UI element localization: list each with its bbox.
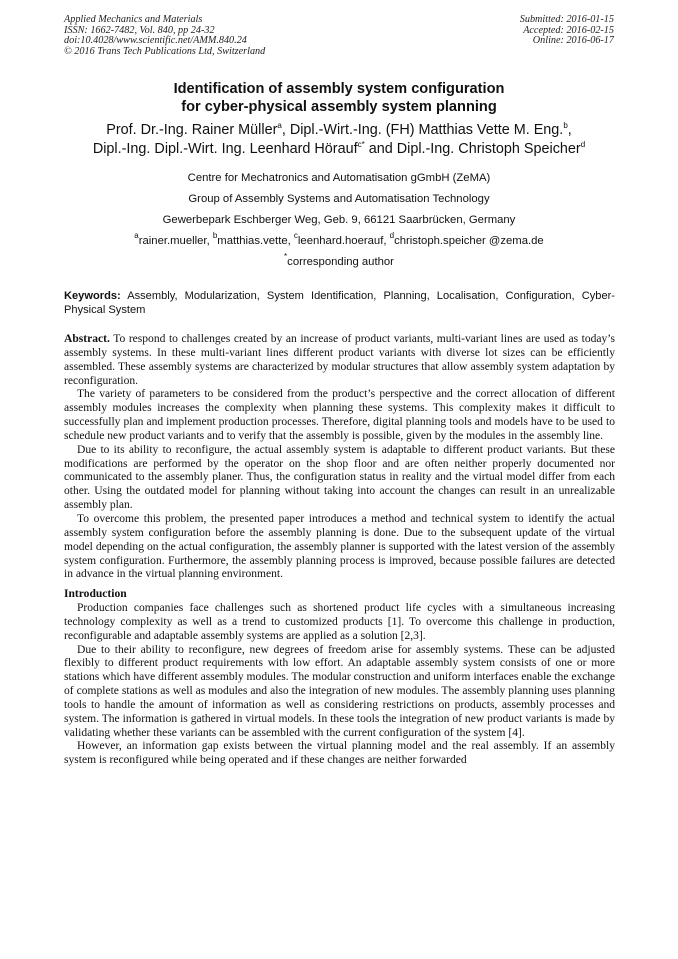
introduction-paragraph-2: Due to their ability to reconfigure, new degrees of freedom arise for assembly systems. These can be adjusted flexibly to different product requirements with low effort. An adaptable assembly system consists of one or more stations which have different assembly modules. The modular construction and uniform interfaces enable the exchange of complete stations as well as modules and also the integration of new modules. The assembly planning uses planning tools to handle the amount of information as well as considering restrictions on products, assembly processes and system. The information is gathered in virtual models. In these tools the integration of new product variants is made by validating whether these variants can be assembled with the current configuration of the system [4]. [64, 643, 615, 739]
keywords-text: Assembly, Modularization, System Identification, Planning, Localisation, Configuration, Cyber-Physical System [64, 290, 615, 316]
introduction-heading: Introduction [64, 588, 127, 601]
online-date: Online: 2016-06-17 [532, 35, 614, 47]
title-line-1: Identification of assembly system configuration [173, 81, 505, 97]
publication-dates [520, 15, 614, 47]
author-1: Prof. Dr.-Ing. Rainer Müller [106, 122, 278, 138]
introduction-paragraph-3: However, an information gap exists between the virtual planning model and the real assembly. If an assembly system is reconfigured while being operated and if these changes are neither forwarded [64, 740, 615, 767]
author-line-2: Dipl.-Ing. Dipl.-Wirt. Ing. Leenhard Hörauf$^{c*}$ and Dipl.-Ing. Christoph Speicher$^d$ [92, 140, 586, 157]
journal-name: Applied Mechanics and Materials [64, 14, 203, 25]
abstract-paragraph-1: Abstract. To respond to challenges created by an increase of product variants, multi-variant lines are used as today’s assembly systems. In these multi-variant lines different product variants with diverse lot sizes can be efficiently assembled. These assembly systems are characterized by modular structures that allow assembly system adaptation by reconfiguration. [64, 333, 615, 387]
affiliation-line-1: Centre for Mechatronics and Automatisation gGmbH (ZeMA) [187, 172, 491, 184]
accepted-date: Accepted: 2016-02-15 [523, 24, 614, 36]
author-3: Dipl.-Ing. Dipl.-Wirt. Ing. Leenhard Hörauf [92, 141, 358, 157]
corresponding-author-note: *corresponding author [284, 252, 394, 268]
doi-line[interactable]: doi:10.4028/www.scientific.net/AMM.840.24 [64, 35, 247, 47]
introduction-paragraph-1: Production companies face challenges such as shortened product life cycles with a simultaneous increasing technology complexity as well as a trend to customized products [1]. To overcome this challenge in production, reconfigurable and adaptable assembly systems are applied as a solution [2,3]. [64, 602, 615, 642]
paper-title [40, 80, 638, 116]
submitted-date: Submitted: 2016-01-15 [519, 14, 614, 25]
title-line-2: for cyber-physical assembly system planning [181, 99, 497, 115]
abstract-paragraph-4: To overcome this problem, the presented paper introduces a method and technical system to identify the actual assembly system configuration before the assembly planning is done. Due to the subsequent update of the virtual model depending on the actual configuration, the assembly planner is supported with the latest version of the assembly system configuration. Furthermore, the assembly planning process is improved, because possible failures are detected in advance in the virtual planning environment. [64, 512, 615, 581]
author-emails: $^a$rainer.mueller, $^b$matthias.vette, $^c$leenhard.hoerauf, $^d$christoph.speicher @zema.de [134, 231, 544, 247]
abstract-paragraph-2: The variety of parameters to be considered from the product’s perspective and the correct allocation of different assembly modules increases the complexity when planning these systems. This complexity makes it difficult to successfully plan and implement production processes. Therefore, digital planning tools and models have to be used to schedule new product variants and to verify that the assembly is possible, given by the modules in the assembly line. [64, 388, 615, 442]
affiliation-address: Gewerbepark Eschberger Weg, Geb. 9, 66121 Saarbrücken, Germany [162, 214, 516, 226]
abstract-label: Abstract. [64, 333, 110, 345]
abstract-paragraph-3: Due to its ability to reconfigure, the actual assembly system is adaptable to different product variants. But these modifications are performed by the operator on the shop floor and are often neither properly documented nor communicated to the assembly planer. Thus, the configuration status in reality and the virtual model differ from each other. Using the outdated model for planning without taking into account the changes can result in an unrealizable assembly plan. [64, 443, 615, 512]
author-line-1: Prof. Dr.-Ing. Rainer Müller$^a$, Dipl.-Wirt.-Ing. (FH) Matthias Vette M. Eng.$^b$, [106, 121, 572, 138]
keywords-block [64, 290, 615, 317]
issn-line: ISSN: 1662-7482, Vol. 840, pp 24-32 [64, 24, 215, 36]
journal-info [64, 15, 265, 57]
affiliation-line-2: Group of Assembly Systems and Automatisation Technology [188, 193, 490, 205]
copyright-line: © 2016 Trans Tech Publications Ltd, Switzerland [64, 45, 266, 57]
affiliation-block [40, 168, 638, 273]
author-4: and Dipl.-Ing. Christoph Speicher [364, 141, 581, 157]
author-list [30, 121, 648, 159]
author-2: , Dipl.-Wirt.-Ing. (FH) Matthias Vette M. Eng. [281, 122, 564, 138]
paper-body [64, 333, 615, 768]
keywords-label: Keywords: [64, 290, 121, 302]
